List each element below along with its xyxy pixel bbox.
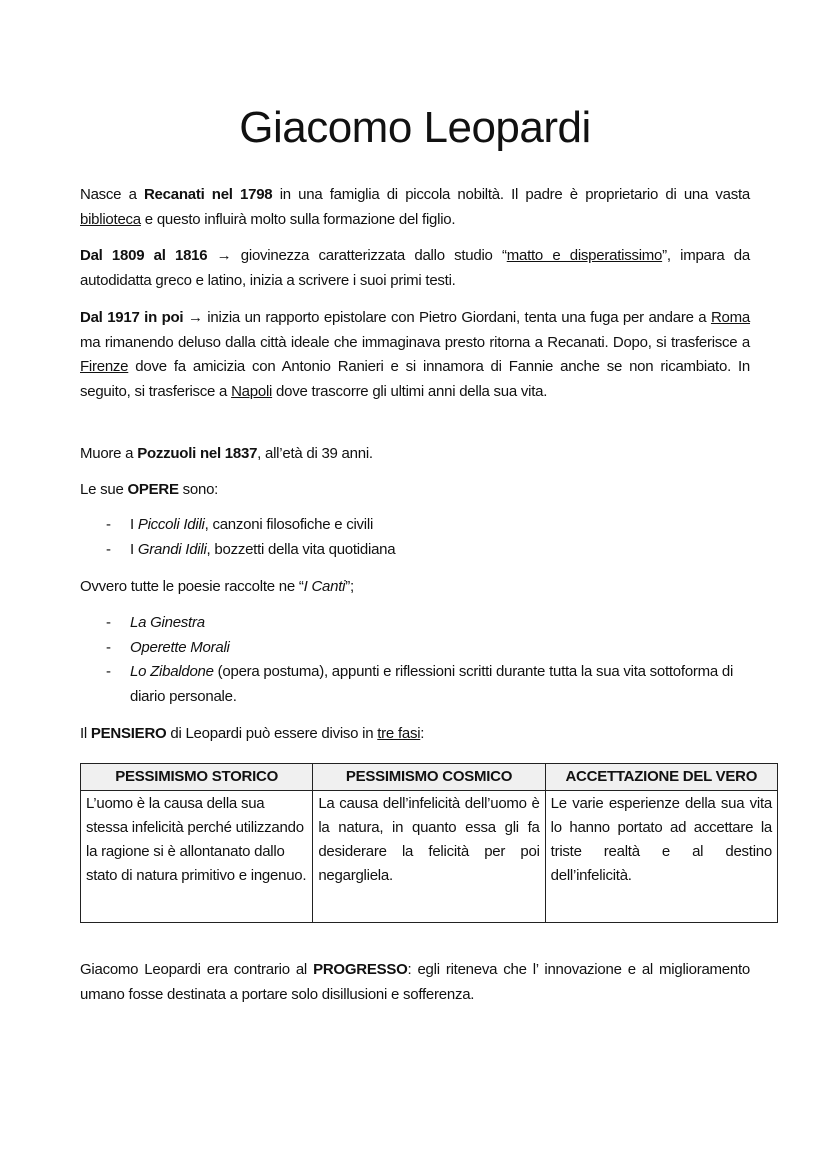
table-cell: La causa dell’infelicità dell’uomo è la natura, in quanto essa gli fa desiderare la felicità per poi negargliela. <box>313 791 545 923</box>
table-row <box>81 791 778 923</box>
other-works-list <box>106 611 750 709</box>
paragraph-birth: Nasce a Recanati nel 1798 in una famiglia di piccola nobiltà. Il padre è proprietario di una vasta biblioteca e questo influirà molto sulla formazione del figlio. <box>80 186 751 228</box>
works-list <box>106 513 750 562</box>
page-title: Giacomo Leopardi <box>239 103 591 152</box>
paragraph-works-intro: Le sue OPERE sono: <box>80 481 219 498</box>
paragraph-progress: Giacomo Leopardi era contrario al PROGRESSO: egli riteneva che l’ innovazione e al miglioramento umano fosse destinata a portare solo disillusioni e sofferenza. <box>80 961 750 1003</box>
table-header: PESSIMISMO STORICO <box>81 764 313 791</box>
list-item: - I Piccoli Idili, canzoni filosofiche e civili <box>106 513 750 538</box>
paragraph-thought: Il PENSIERO di Leopardi può essere diviso in tre fasi: <box>80 725 425 742</box>
phases-table <box>80 763 778 923</box>
list-item: - Lo Zibaldone (opera postuma), appunti e riflessioni scritti durante tutta la sua vita sottoforma di diario personale. <box>106 660 750 709</box>
table-header: ACCETTAZIONE DEL VERO <box>545 764 777 791</box>
table-cell: L’uomo è la causa della sua stessa infelicità perché utilizzando la ragione si è allontanato dallo stato di natura primitivo e ingenuo. <box>81 791 313 923</box>
paragraph-travels: Dal 1917 in poi → inizia un rapporto epistolare con Pietro Giordani, tenta una fuga per andare a Roma ma rimanendo deluso dalla città ideale che immaginava presto ritorna a Recanati. Dopo, si trasferisce a Firenze dove fa amicizia con Antonio Ranieri e si innamora di Fannie anche se non ricambiato. In seguito, si trasferisce a Napoli dove trascorre gli ultimi anni della sua vita. <box>80 309 750 400</box>
table-header: PESSIMISMO COSMICO <box>313 764 545 791</box>
list-item: - Operette Morali <box>106 636 750 661</box>
list-item: - I Grandi Idili, bozzetti della vita quotidiana <box>106 538 750 563</box>
table-cell: Le varie esperienze della sua vita lo hanno portato ad accettare la triste realtà e al destino dell’infelicità. <box>545 791 777 923</box>
paragraph-canti: Ovvero tutte le poesie raccolte ne “I Canti”; <box>80 578 354 595</box>
list-item: - La Ginestra <box>106 611 750 636</box>
paragraph-youth: Dal 1809 al 1816 → giovinezza caratterizzata dallo studio “matto e disperatissimo”, impara da autodidatta greco e latino, inizia a scrivere i suoi primi testi. <box>80 247 750 289</box>
paragraph-death: Muore a Pozzuoli nel 1837, all’età di 39 anni. <box>80 445 373 462</box>
table-header-row <box>81 764 778 791</box>
